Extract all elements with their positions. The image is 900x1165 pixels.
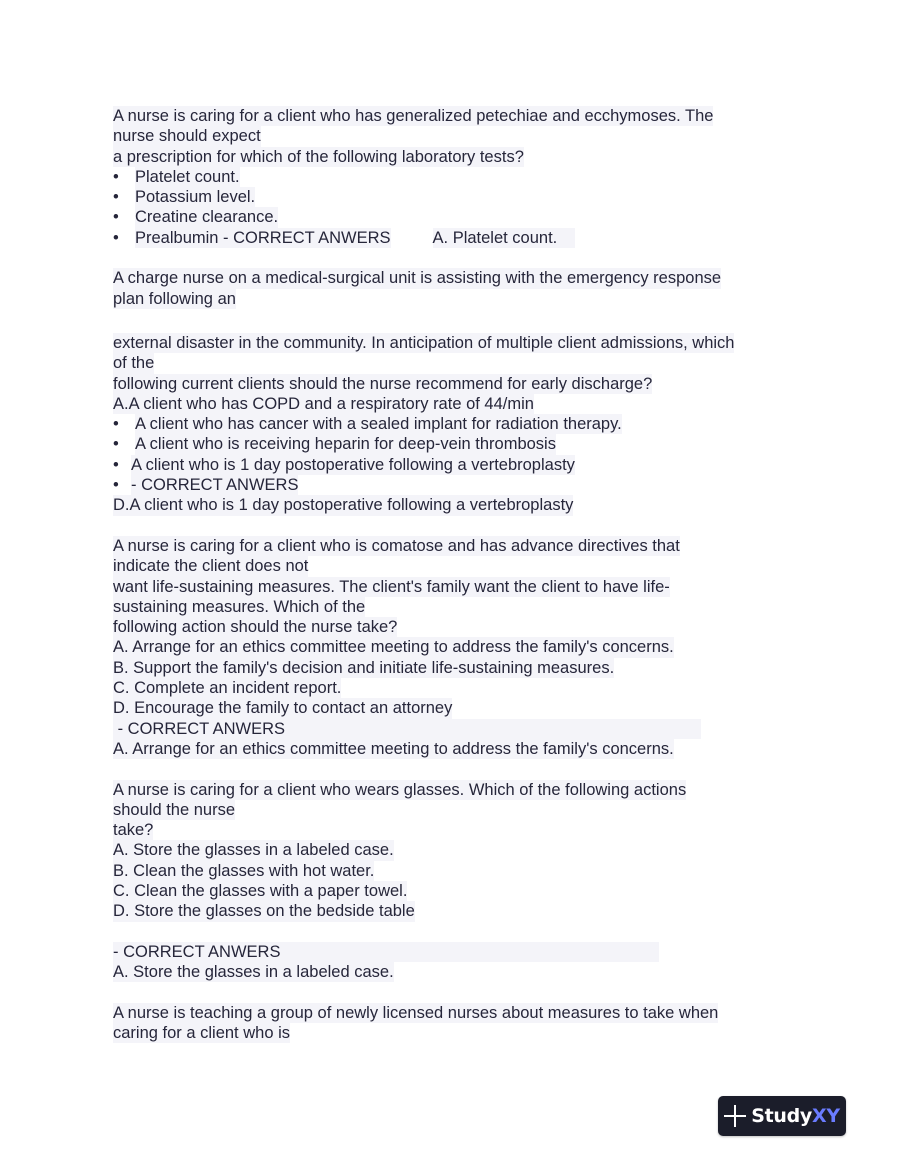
brand-name: StudyXY xyxy=(751,1105,840,1127)
question-text-line: A nurse is caring for a client who wears glasses. Which of the following actions xyxy=(113,780,687,799)
option-item: A.A client who has COPD and a respiratory rate of 44/min xyxy=(113,394,534,413)
correct-answers-label: • - CORRECT ANWERS xyxy=(113,476,299,495)
studyxy-watermark xyxy=(718,1096,846,1136)
option-item: • A client who has cancer with a sealed implant for radiation therapy. xyxy=(113,415,622,434)
bullet-icon: • xyxy=(113,415,119,434)
plus-logo-icon xyxy=(724,1105,746,1127)
correct-answer: A. Platelet count. xyxy=(433,228,576,248)
question-text-line: plan following an xyxy=(113,289,236,308)
correct-answer: A. Arrange for an ethics committee meeting to address the family's concerns. xyxy=(113,739,674,758)
bullet-icon: • xyxy=(113,167,119,186)
option-item: • Platelet count. xyxy=(113,167,240,186)
question-2 xyxy=(113,268,803,515)
option-item: • Potassium level. xyxy=(113,188,256,207)
bullet-icon: • xyxy=(113,435,119,454)
question-text-line: sustaining measures. Which of the xyxy=(113,597,366,616)
correct-answers-label: - CORRECT ANWERS xyxy=(113,942,659,962)
question-text-line: A nurse is teaching a group of newly licensed nurses about measures to take when xyxy=(113,1003,719,1022)
bullet-icon: • xyxy=(113,455,119,474)
question-text-line: indicate the client does not xyxy=(113,557,309,576)
bullet-icon: • xyxy=(113,228,119,247)
bullet-icon: • xyxy=(113,188,119,207)
correct-answer: D.A client who is 1 day postoperative following a vertebroplasty xyxy=(113,496,574,515)
bullet-icon: • xyxy=(113,476,119,495)
option-item: A. Store the glasses in a labeled case. xyxy=(113,841,394,860)
correct-answer: A. Store the glasses in a labeled case. xyxy=(113,963,394,982)
question-text-line: A charge nurse on a medical-surgical unit is assisting with the emergency response xyxy=(113,269,722,288)
question-text-line: external disaster in the community. In anticipation of multiple client admissions, which xyxy=(113,333,735,352)
option-item: B. Clean the glasses with hot water. xyxy=(113,861,375,880)
option-item: A. Arrange for an ethics committee meeting to address the family's concerns. xyxy=(113,638,674,657)
question-text-line: following action should the nurse take? xyxy=(113,618,398,637)
bullet-icon: • xyxy=(113,208,119,227)
question-text-line: A nurse is caring for a client who has generalized petechiae and ecchymoses. The xyxy=(113,107,714,125)
question-text-line: take? xyxy=(113,821,154,840)
option-item: • Creatine clearance. xyxy=(113,208,279,227)
question-text-line: following current clients should the nurse recommend for early discharge? xyxy=(113,374,653,393)
question-text-line: a prescription for which of the following laboratory tests? xyxy=(113,147,524,166)
option-item: D. Encourage the family to contact an attorney xyxy=(113,699,453,718)
question-text-line: caring for a client who is xyxy=(113,1024,290,1043)
question-text-line: should the nurse xyxy=(113,800,236,819)
document-body xyxy=(113,106,803,1043)
option-item: D. Store the glasses on the bedside table xyxy=(113,902,415,921)
question-3 xyxy=(113,536,803,759)
correct-answers-label: - CORRECT ANWERS xyxy=(113,719,701,739)
option-item: • A client who is receiving heparin for deep-vein thrombosis xyxy=(113,435,556,454)
question-text-line: want life-sustaining measures. The client's family want the client to have life- xyxy=(113,577,670,596)
question-text-line: of the xyxy=(113,354,155,373)
question-1 xyxy=(113,106,803,248)
question-text-line: nurse should expect xyxy=(113,127,261,146)
question-text-line: A nurse is caring for a client who is comatose and has advance directives that xyxy=(113,536,680,555)
option-item: B. Support the family's decision and initiate life-sustaining measures. xyxy=(113,658,615,677)
option-item: C. Clean the glasses with a paper towel. xyxy=(113,881,408,900)
option-item: C. Complete an incident report. xyxy=(113,679,342,698)
option-item: • A client who is 1 day postoperative following a vertebroplasty xyxy=(113,455,575,474)
question-5 xyxy=(113,1003,803,1044)
option-item-with-answer: • Prealbumin - CORRECT ANWERS A. Platelet count. xyxy=(113,228,803,248)
question-4 xyxy=(113,780,803,983)
